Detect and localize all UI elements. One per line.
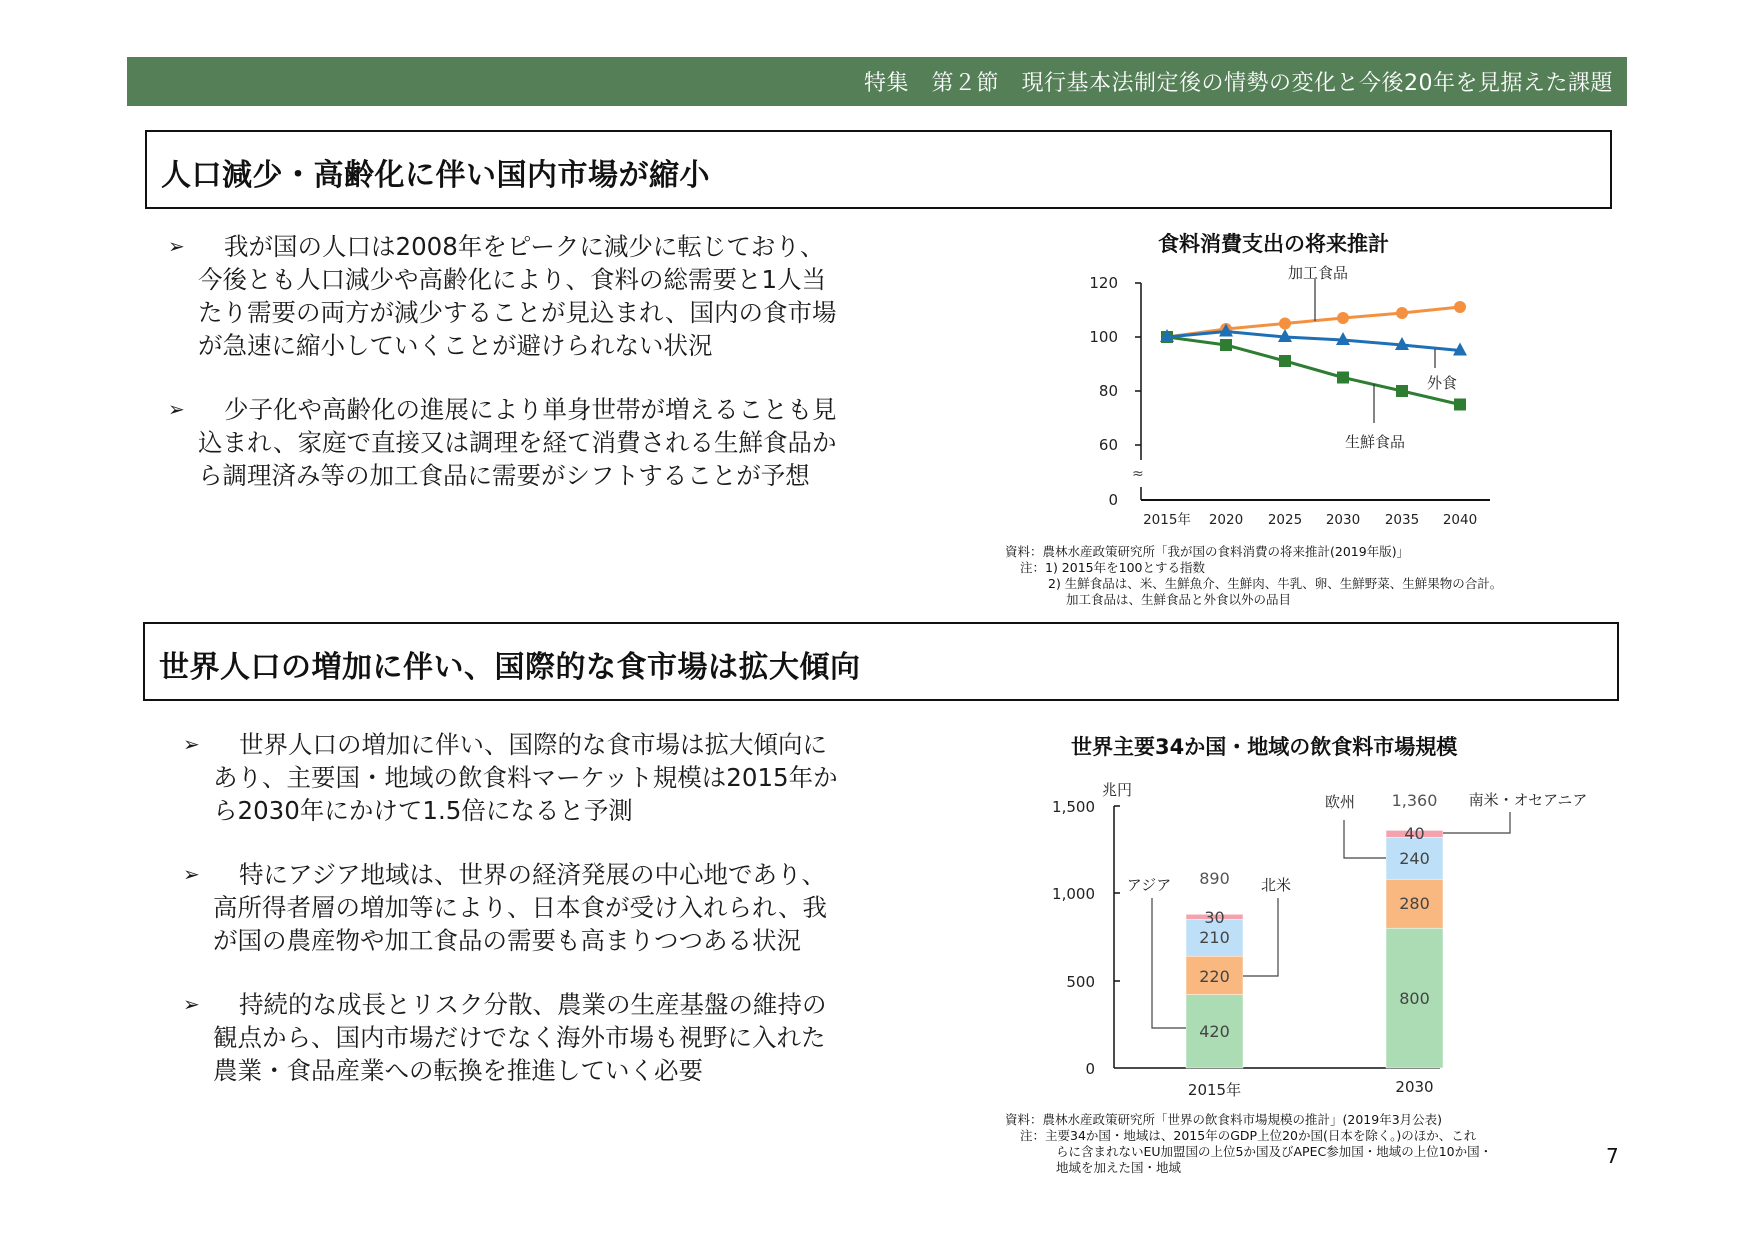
- x-tick-label: 2020: [1208, 512, 1244, 528]
- bullet-line: 農業・食品産業への転換を推進していく必要: [213, 1056, 703, 1085]
- y-tick-label: 1,000: [1052, 885, 1095, 903]
- bar-segment-value: 220: [1199, 967, 1230, 986]
- x-category-label: 2015年: [1187, 1081, 1242, 1099]
- x-tick-label: 2035: [1384, 512, 1420, 528]
- bullet-line: 高所得者層の増加等により、日本食が受け入れられ、我: [213, 893, 827, 922]
- bullet-line: ら2030年にかけて1.5倍になると予測: [213, 796, 633, 825]
- chart2-source-note: 資料：農林水産政策研究所「世界の飲食料市場規模の推計」(2019年3月公表): [1005, 1112, 1443, 1127]
- section1-bullet-1: [168, 230, 888, 362]
- y-tick-label: 500: [1066, 973, 1095, 991]
- bar-segment-value: 210: [1199, 928, 1230, 947]
- chart2-title: 世界主要34か国・地域の飲食料市場規模: [1071, 735, 1458, 759]
- bullet-line: 我が国の人口は2008年をピークに減少に転じており、: [224, 232, 825, 261]
- bar-segment-value: 800: [1399, 989, 1430, 1008]
- bullet-line: 持続的な成長とリスク分散、農業の生産基盤の維持の: [239, 990, 827, 1019]
- bullet-line: 込まれ、家庭で直接又は調理を経て消費される生鮮食品か: [198, 428, 837, 457]
- x-tick-label: 2030: [1325, 512, 1361, 528]
- bar-total: 1,360: [1391, 791, 1438, 810]
- x-tick-label: 2025: [1267, 512, 1303, 528]
- bullet-line: 今後とも人口減少や高齢化により、食料の総需要と1人当: [198, 265, 827, 294]
- x-tick-label: 2015年: [1143, 512, 1191, 528]
- chart1-title: 食料消費支出の将来推計: [1158, 232, 1389, 256]
- section2-bullet-1: [183, 728, 903, 827]
- bullet-line: が急速に縮小していくことが避けられない状況: [198, 331, 713, 360]
- bullet-line: 特にアジア地域は、世界の経済発展の中心地であり、: [239, 860, 827, 889]
- y-tick-label: 120: [1089, 274, 1118, 292]
- series-label-fresh-food: 生鮮食品: [1344, 433, 1406, 451]
- bar-total: 890: [1199, 869, 1230, 888]
- section1-title-box: [145, 130, 1612, 209]
- header-bar: [127, 57, 1627, 106]
- header-title: 特集 第２節 現行基本法制定後の情勢の変化と今後20年を見据えた課題: [864, 71, 1613, 96]
- y-tick-label: 0: [1085, 1060, 1095, 1078]
- section1-bullet-2: [168, 393, 888, 492]
- chart1-note-1: 注：1) 2015年を100とする指数: [1020, 560, 1205, 575]
- region-label-north-america: 北米: [1260, 876, 1292, 894]
- section2-bullet-2: [183, 858, 903, 957]
- section2-title: 世界人口の増加に伴い、国際的な食市場は拡大傾向: [159, 650, 861, 685]
- bar-segment-value: 280: [1399, 894, 1430, 913]
- bar-segment-value: 240: [1399, 849, 1430, 868]
- chart1-line-chart: [1070, 265, 1510, 535]
- chart1-note-3: 加工食品は、生鮮食品と外食以外の品目: [1066, 592, 1292, 607]
- bullet-line: ら調理済み等の加工食品に需要がシフトすることが予想: [198, 461, 810, 490]
- chart2-note-2: らに含まれないEU加盟国の上位5か国及びAPEC参加国・地域の上位10か国・: [1056, 1144, 1493, 1159]
- bullet-line: たり需要の両方が減少することが見込まれ、国内の食市場: [198, 298, 837, 327]
- chart1-note-2: 2) 生鮮食品は、米、生鮮魚介、生鮮肉、牛乳、卵、生鮮野菜、生鮮果物の合計。: [1048, 576, 1503, 591]
- x-tick-label: 2040: [1442, 512, 1478, 528]
- bullet-line: 世界人口の増加に伴い、国際的な食市場は拡大傾向に: [239, 730, 827, 759]
- x-category-label: 2030: [1395, 1078, 1434, 1096]
- bullet-line: あり、主要国・地域の飲食料マーケット規模は2015年か: [213, 763, 838, 792]
- series-label-processed-food: 加工食品: [1287, 265, 1349, 282]
- chart2-note-1: 注：主要34か国・地域は、2015年のGDP上位20か国(日本を除く。)のほか、これ: [1020, 1128, 1477, 1143]
- axis-break-icon: ≈: [1132, 466, 1144, 482]
- chart1-source-note: 資料：農林水産政策研究所「我が国の食料消費の将来推計(2019年版)」: [1005, 544, 1410, 559]
- section2-title-box: [143, 622, 1619, 701]
- y-tick-label: 100: [1089, 328, 1118, 346]
- y-tick-label: 80: [1098, 382, 1118, 400]
- series-label-dining-out: 外食: [1426, 374, 1458, 392]
- arrowhead-bullet-icon: ➢: [183, 732, 200, 756]
- region-label-south-america-oceania: 南米・オセアニア: [1468, 791, 1588, 809]
- region-label-asia: アジア: [1126, 876, 1172, 894]
- bar-segment-value: 40: [1404, 824, 1425, 843]
- bar-segment-value: 30: [1204, 908, 1225, 927]
- chart2-note-3: 地域を加えた国・地域: [1056, 1160, 1182, 1175]
- bullet-line: 少子化や高齢化の進展により単身世帯が増えることも見: [224, 395, 837, 424]
- bullet-line: 観点から、国内市場だけでなく海外市場も視野に入れた: [213, 1023, 826, 1052]
- y-tick-label: 0: [1108, 491, 1118, 509]
- y-unit-label: 兆円: [1102, 781, 1133, 799]
- section2-bullet-3: [183, 988, 903, 1087]
- arrowhead-bullet-icon: ➢: [183, 862, 200, 886]
- arrowhead-bullet-icon: ➢: [183, 992, 200, 1016]
- bar-segment-value: 420: [1199, 1022, 1230, 1041]
- y-tick-label: 1,500: [1052, 798, 1095, 816]
- arrowhead-bullet-icon: ➢: [168, 397, 185, 421]
- arrowhead-bullet-icon: ➢: [168, 234, 185, 258]
- y-tick-label: 60: [1098, 436, 1118, 454]
- section1-title: 人口減少・高齢化に伴い国内市場が縮小: [161, 158, 710, 193]
- page-number: 7: [1606, 1144, 1619, 1168]
- region-label-europe: 欧州: [1324, 793, 1356, 811]
- chart2-stacked-bar-chart: [1040, 770, 1620, 1110]
- bullet-line: が国の農産物や加工食品の需要も高まりつつある状況: [213, 926, 801, 955]
